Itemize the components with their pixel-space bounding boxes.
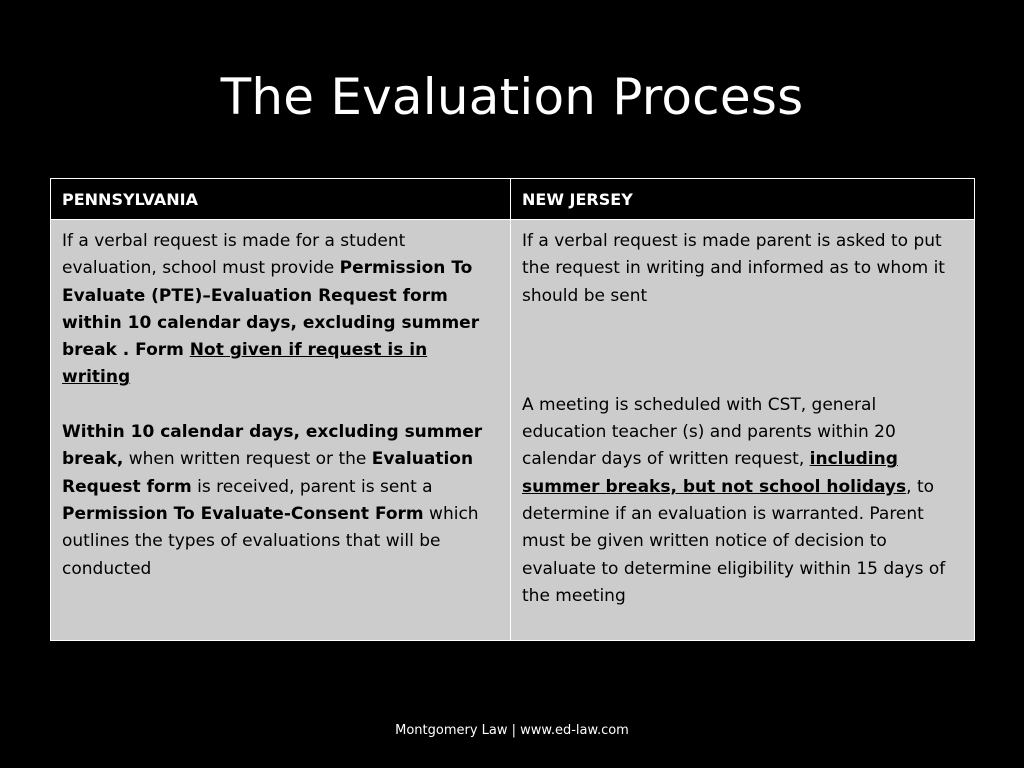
pa-p2-bold-1: Within 10 calendar days, excluding summer break, (62, 422, 483, 470)
pa-p1-text: If a verbal request is made for a student evaluation, school must provide (62, 231, 406, 279)
pa-paragraph-1 (62, 228, 499, 392)
table-header-row (51, 179, 975, 220)
comparison-table (50, 178, 975, 641)
nj-paragraph-2 (522, 392, 963, 610)
header-new-jersey: NEW JERSEY (511, 179, 975, 220)
cell-pennsylvania (51, 220, 511, 641)
nj-paragraph-1 (522, 228, 963, 310)
nj-p1-text: If a verbal request is made parent is asked to put the request in writing and informed as to whom it should be sent (522, 231, 945, 306)
pa-p2-text-3: which outlines the types of evaluations that will be conducted (62, 503, 479, 579)
pa-p1-bold: Permission To Evaluate (PTE)–Evaluation Request form within 10 calendar days, excluding summer break . Form (62, 258, 480, 361)
nj-p2-text-1: A meeting is scheduled with CST, general education teacher (s) and parents within 20 calendar days of written request, (522, 394, 896, 470)
nj-p2-bold-underline: including summer breaks, but not school holidays (522, 449, 907, 497)
pa-p2-text-1: when written request or the (123, 449, 372, 470)
cell-new-jersey (511, 220, 975, 641)
pa-paragraph-2 (62, 419, 499, 583)
nj-p2-text-2: , to determine if an evaluation is warranted. Parent must be given written notice of decision to evaluate to determine eligibility within 15 days of the meeting (522, 476, 946, 606)
pa-p1-bold-underline: Not given if request is in writing (62, 340, 428, 388)
header-pennsylvania: PENNSYLVANIA (51, 179, 511, 220)
pa-p2-bold-2: Evaluation Request form (62, 449, 474, 497)
footer: Montgomery Law | www.ed-law.com (395, 723, 629, 738)
pa-p2-bold-3: Permission To Evaluate-Consent Form (62, 503, 424, 524)
table-row (51, 220, 975, 641)
pa-p2-text-2: is received, parent is sent a (191, 476, 433, 497)
slide-title: The Evaluation Process (220, 68, 804, 126)
